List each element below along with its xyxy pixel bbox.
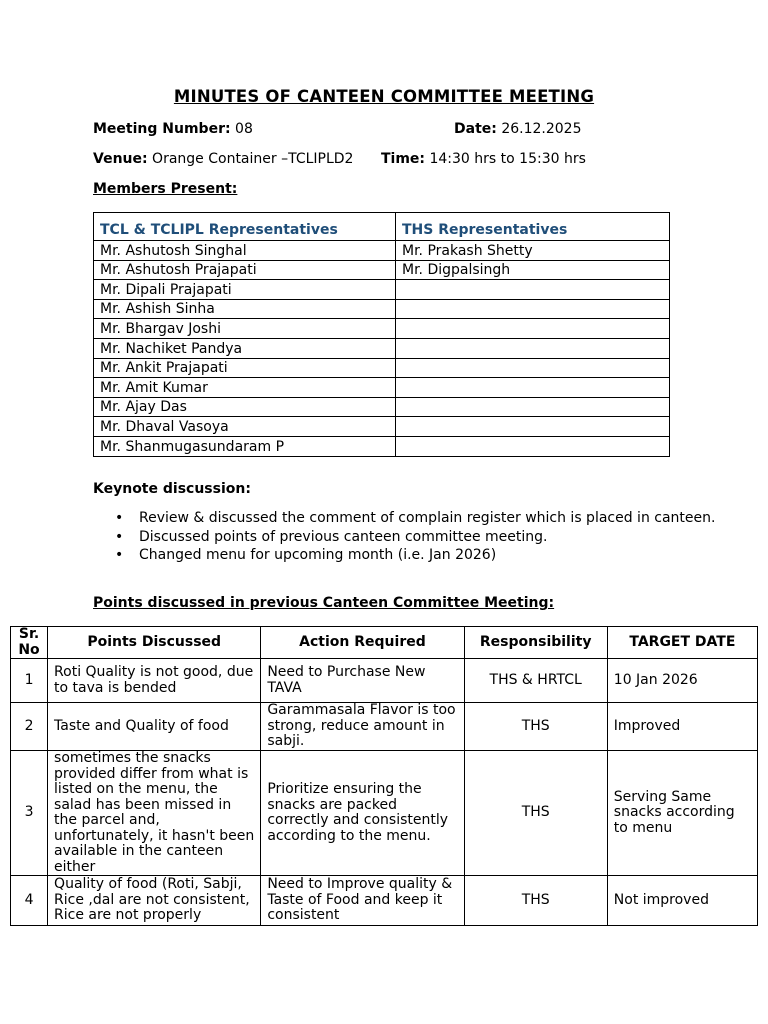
page-title: MINUTES OF CANTEEN COMMITTEE MEETING (173, 87, 595, 106)
keynote-list (93, 510, 719, 566)
meeting-number-value: 08 (235, 121, 253, 137)
table-row (94, 260, 670, 280)
meeting-venue (93, 151, 353, 167)
cell-sr-no: 4 (11, 876, 48, 926)
member-tcl: Mr. Nachiket Pandya (94, 338, 396, 358)
member-ths (396, 378, 670, 398)
table-row (94, 299, 670, 319)
member-ths (396, 397, 670, 417)
cell-action: Need to Purchase New TAVA (261, 659, 464, 703)
member-ths (396, 338, 670, 358)
cell-target-date: Serving Same snacks according to menu (607, 751, 757, 876)
member-tcl: Mr. Ankit Prajapati (94, 358, 396, 378)
members-col-right-header: THS Representatives (396, 213, 670, 241)
cell-sr-no: 1 (11, 659, 48, 703)
member-tcl: Mr. Ashish Sinha (94, 299, 396, 319)
members-header-row (94, 213, 670, 241)
header-sr-no: Sr. No (11, 627, 48, 659)
points-heading: Points discussed in previous Canteen Committee Meeting: (93, 595, 555, 611)
cell-point: Roti Quality is not good, due to tava is bended (48, 659, 261, 703)
member-ths (396, 417, 670, 437)
header-responsibility: Responsibility (464, 627, 607, 659)
meeting-date-value: 26.12.2025 (501, 121, 582, 137)
member-tcl: Mr. Ashutosh Prajapati (94, 260, 396, 280)
cell-action: Garammasala Flavor is too strong, reduce amount in sabji. (261, 703, 464, 751)
member-ths (396, 280, 670, 300)
table-row (94, 241, 670, 261)
bullet-icon: • (115, 528, 124, 545)
table-row (94, 280, 670, 300)
table-row (94, 378, 670, 398)
member-tcl: Mr. Amit Kumar (94, 378, 396, 398)
member-ths (396, 436, 670, 456)
member-tcl: Mr. Dhaval Vasoya (94, 417, 396, 437)
cell-point: sometimes the snacks provided differ from what is listed on the menu, the salad has been missed in the parcel and, unfortunately, it hasn't been available in the canteen either (48, 751, 261, 876)
cell-responsibility: THS (464, 703, 607, 751)
header-points-discussed: Points Discussed (48, 627, 261, 659)
meeting-number-label: Meeting Number: (93, 121, 231, 137)
member-tcl: Mr. Bhargav Joshi (94, 319, 396, 339)
member-tcl: Mr. Dipali Prajapati (94, 280, 396, 300)
table-row (94, 436, 670, 456)
table-row (11, 751, 758, 876)
bullet-icon: • (115, 547, 124, 563)
table-row (11, 876, 758, 926)
member-tcl: Mr. Ajay Das (94, 397, 396, 417)
points-table (10, 626, 758, 926)
member-ths (396, 319, 670, 339)
cell-responsibility: THS (464, 751, 607, 876)
cell-target-date: Improved (607, 703, 757, 751)
header-action-required: Action Required (261, 627, 464, 659)
keynote-text: Review & discussed the comment of complain register which is placed in canteen. (139, 510, 716, 526)
cell-point: Taste and Quality of food (48, 703, 261, 751)
cell-sr-no: 3 (11, 751, 48, 876)
meeting-time-label: Time: (381, 151, 426, 167)
table-row (11, 659, 758, 703)
keynote-text: Discussed points of previous canteen committee meeting. (139, 528, 548, 545)
list-item (115, 510, 719, 527)
members-heading: Members Present: (93, 181, 238, 197)
table-row (94, 338, 670, 358)
cell-action: Need to Improve quality & Taste of Food and keep it consistent (261, 876, 464, 926)
cell-target-date: 10 Jan 2026 (607, 659, 757, 703)
meeting-time (381, 151, 586, 167)
member-tcl: Mr. Shanmugasundaram P (94, 436, 396, 456)
bullet-icon: • (115, 510, 124, 526)
member-ths (396, 358, 670, 378)
cell-action: Prioritize ensuring the snacks are packed correctly and consistently according to the menu. (261, 751, 464, 876)
list-item (115, 528, 719, 546)
meeting-date (454, 121, 581, 137)
keynote-text: Changed menu for upcoming month (i.e. Jan 2026) (139, 547, 497, 563)
points-header-row (11, 627, 758, 659)
meeting-date-label: Date: (454, 121, 497, 137)
meeting-time-value: 14:30 hrs to 15:30 hrs (429, 151, 586, 167)
cell-point: Quality of food (Roti, Sabji, Rice ,dal are not consistent, Rice are not properly (48, 876, 261, 926)
cell-responsibility: THS & HRTCL (464, 659, 607, 703)
member-ths: Mr. Digpalsingh (396, 260, 670, 280)
cell-responsibility: THS (464, 876, 607, 926)
table-row (94, 397, 670, 417)
table-row (94, 417, 670, 437)
header-target-date: TARGET DATE (607, 627, 757, 659)
cell-sr-no: 2 (11, 703, 48, 751)
meeting-number (93, 121, 253, 137)
table-row (94, 319, 670, 339)
members-col-left-header: TCL & TCLIPL Representatives (94, 213, 396, 241)
list-item (115, 547, 719, 564)
table-row (11, 703, 758, 751)
keynote-heading: Keynote discussion: (93, 481, 251, 497)
member-ths (396, 299, 670, 319)
cell-target-date: Not improved (607, 876, 757, 926)
meeting-venue-label: Venue: (93, 151, 148, 167)
member-ths: Mr. Prakash Shetty (396, 241, 670, 261)
members-table (93, 212, 670, 457)
table-row (94, 358, 670, 378)
meeting-venue-value: Orange Container –TCLIPLD2 (152, 151, 354, 167)
member-tcl: Mr. Ashutosh Singhal (94, 241, 396, 261)
